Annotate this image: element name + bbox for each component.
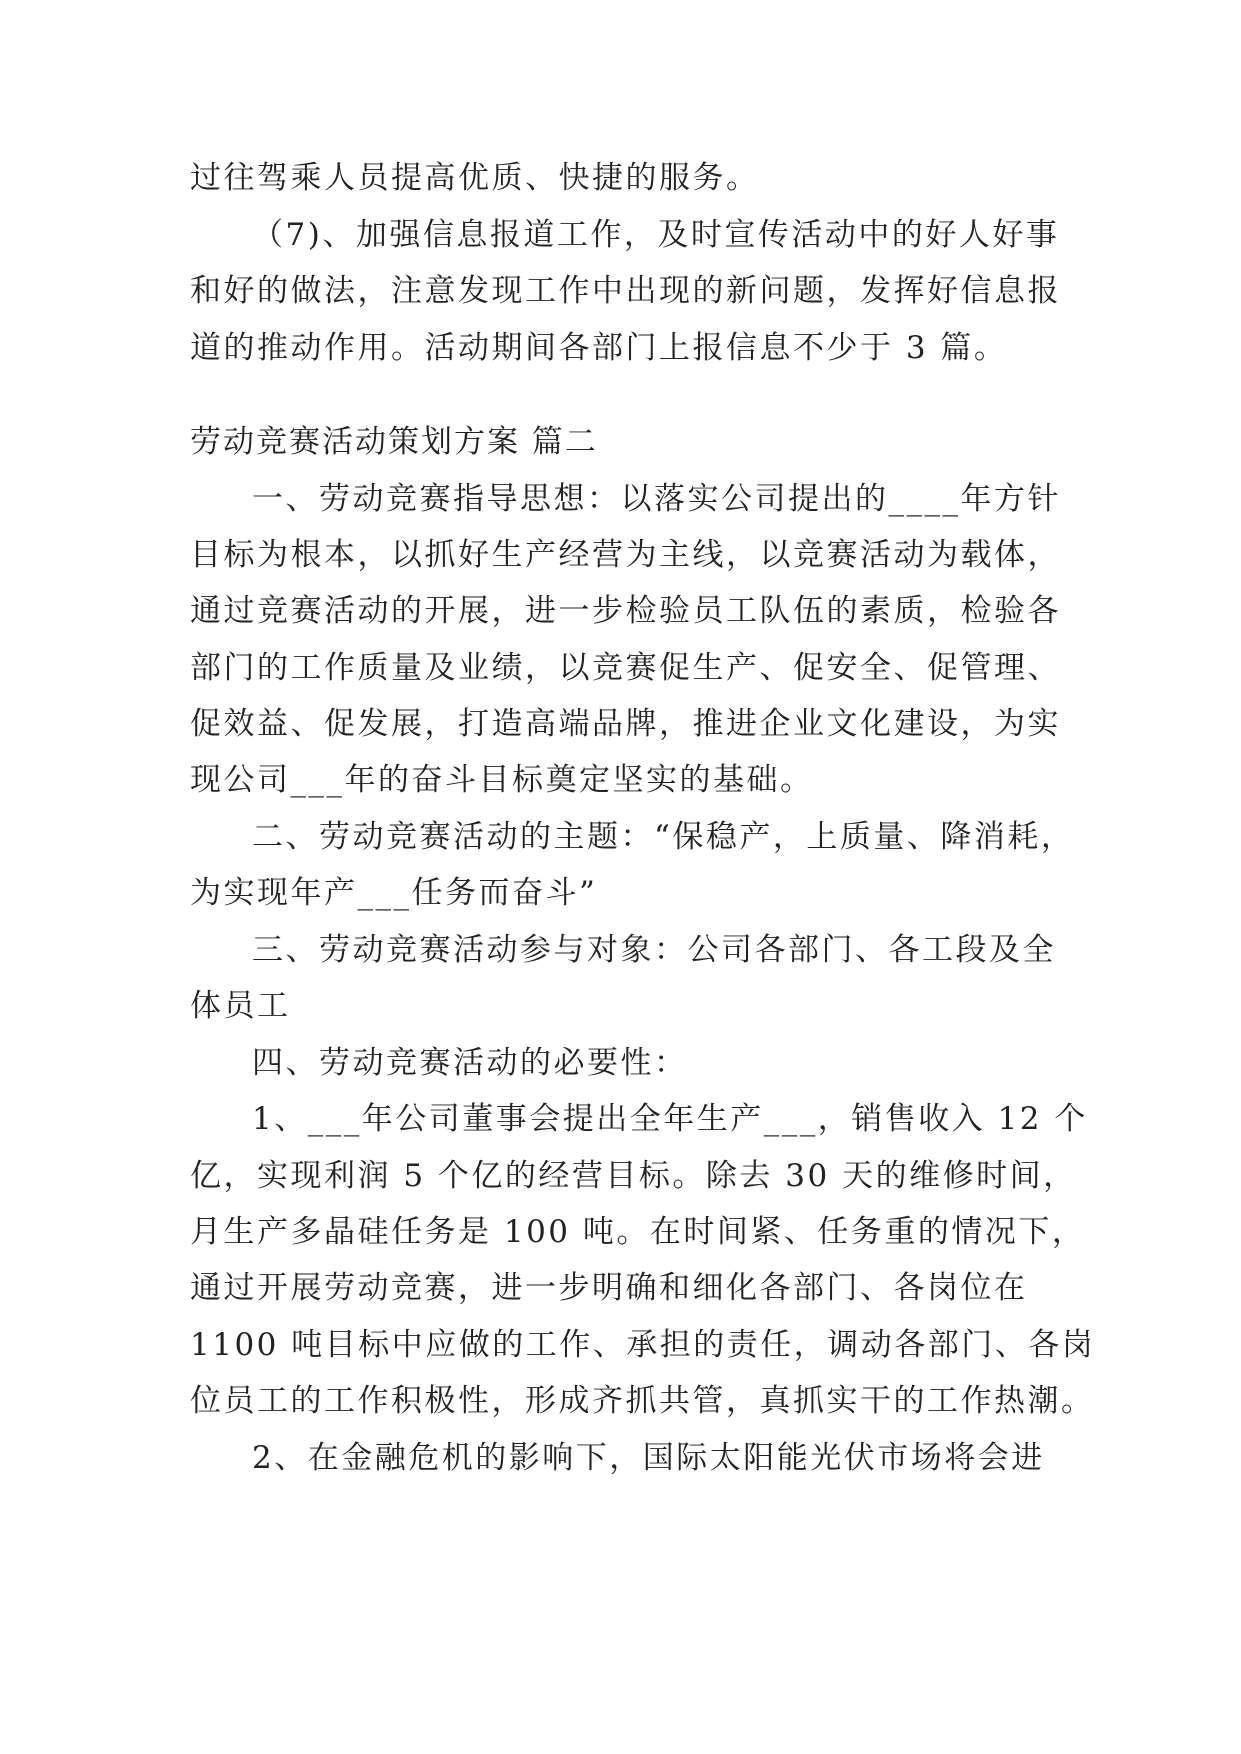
paragraph-line: 1100 吨目标中应做的工作、承担的责任，调动各部门、各岗 bbox=[190, 1327, 1096, 1363]
paragraph-line: 二、劳动竞赛活动的主题：“保稳产，上质量、降消耗， bbox=[252, 819, 1075, 855]
paragraph-line: 和好的做法，注意发现工作中出现的新问题，发挥好信息报 bbox=[190, 273, 1061, 309]
paragraph-line: 亿，实现利润 5 个亿的经营目标。除去 30 天的维修时间， bbox=[190, 1158, 1077, 1194]
paragraph-line: 一、劳动竞赛指导思想：以落实公司提出的____年方针 bbox=[252, 481, 1061, 517]
paragraph-line: 目标为根本，以抓好生产经营为主线，以竞赛活动为载体， bbox=[190, 537, 1061, 573]
paragraph-line: 为实现年产___任务而奋斗” bbox=[190, 875, 598, 911]
section-heading: 劳动竞赛活动策划方案 篇二 bbox=[190, 424, 598, 460]
paragraph-line: 2、在金融危机的影响下，国际太阳能光伏市场将会进 bbox=[252, 1440, 1045, 1476]
paragraph-line: 部门的工作质量及业绩，以竞赛促生产、促安全、促管理、 bbox=[190, 650, 1061, 686]
paragraph-line: 四、劳动竞赛活动的必要性： bbox=[252, 1045, 688, 1081]
paragraph-line: 通过竞赛活动的开展，进一步检验员工队伍的素质，检验各 bbox=[190, 593, 1061, 629]
paragraph-line: 月生产多晶硅任务是 100 吨。在时间紧、任务重的情况下， bbox=[190, 1214, 1086, 1250]
paragraph-line: 三、劳动竞赛活动参与对象：公司各部门、各工段及全 bbox=[252, 932, 1056, 968]
paragraph-line: 1、___年公司董事会提出全年生产___，销售收入 12 个 bbox=[252, 1101, 1088, 1137]
paragraph-line: 体员工 bbox=[190, 988, 291, 1024]
paragraph-line: （7)、加强信息报道工作，及时宣传活动中的好人好事 bbox=[252, 217, 1060, 253]
paragraph-line: 道的推动作用。活动期间各部门上报信息不少于 3 篇。 bbox=[190, 330, 1008, 366]
paragraph-line: 位员工的工作积极性，形成齐抓共管，真抓实干的工作热潮。 bbox=[190, 1383, 1095, 1419]
paragraph-line: 过往驾乘人员提高优质、快捷的服务。 bbox=[190, 160, 760, 196]
paragraph-line: 现公司___年的奋斗目标奠定坚实的基础。 bbox=[190, 762, 814, 798]
paragraph-line: 促效益、促发展，打造高端品牌，推进企业文化建设，为实 bbox=[190, 706, 1061, 742]
paragraph-line: 通过开展劳动竞赛，进一步明确和细化各部门、各岗位在 bbox=[190, 1270, 1028, 1306]
